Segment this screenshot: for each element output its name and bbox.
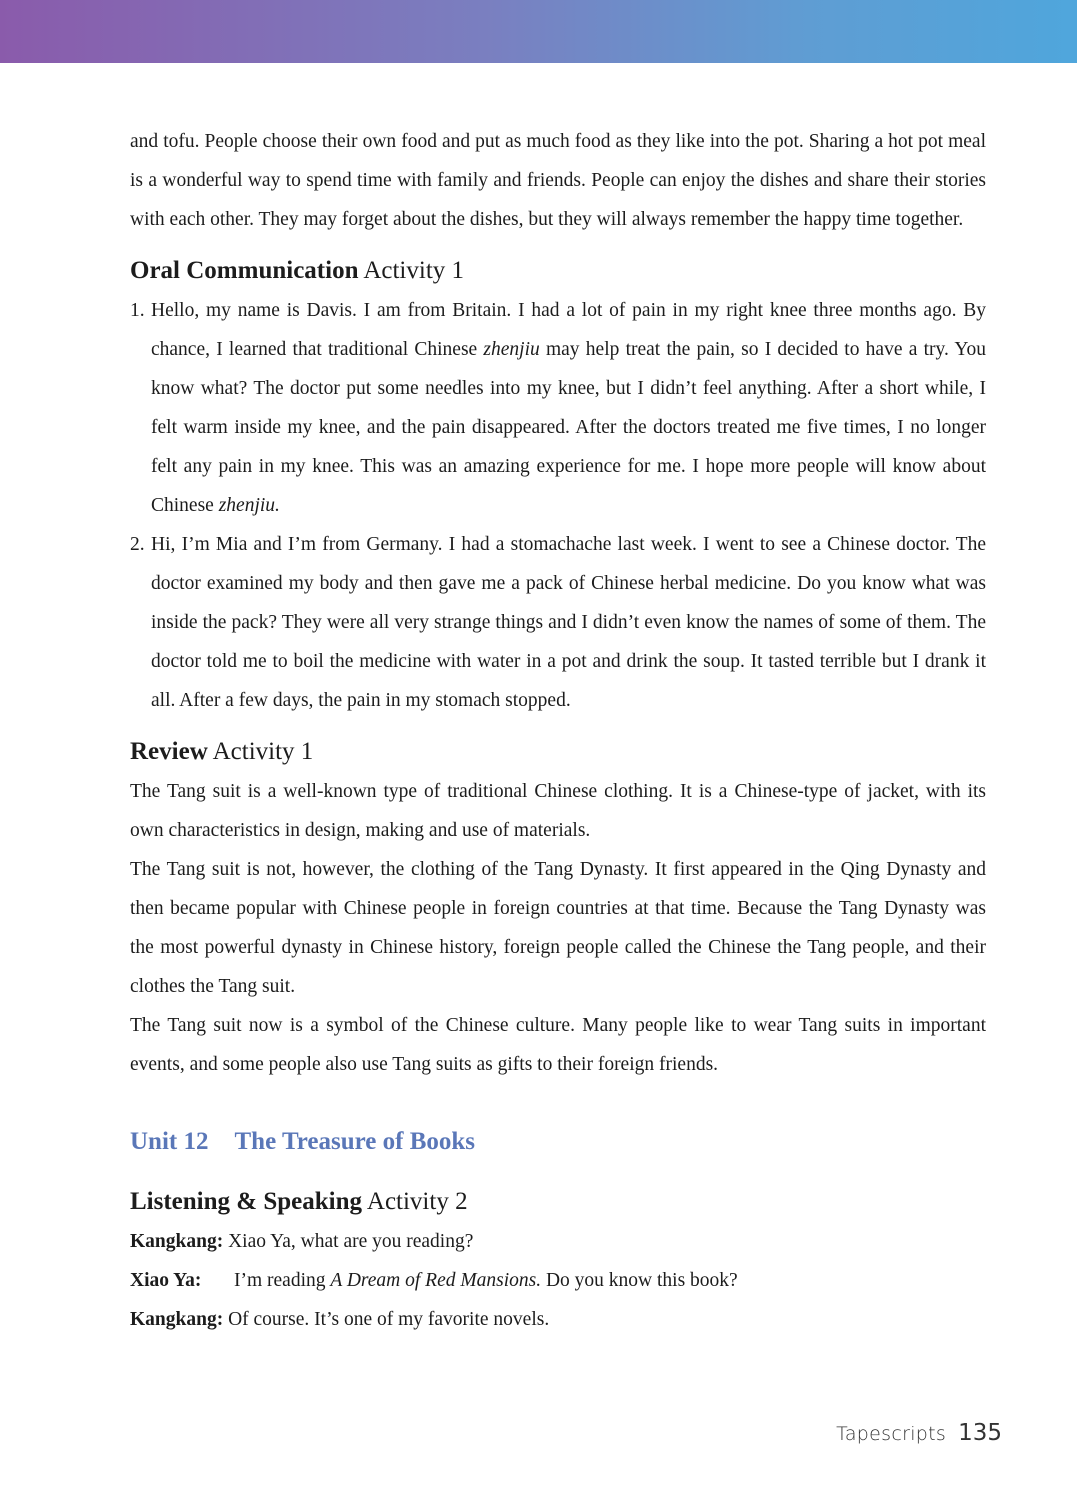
review-heading <box>130 734 986 770</box>
dialog-text-part: I’m reading <box>234 1270 331 1291</box>
dialog-text-part: Do you know this book? <box>541 1270 738 1291</box>
heading-activity: Activity 2 <box>362 1188 468 1215</box>
dialog-line-1 <box>130 1222 986 1261</box>
item-number: 2. <box>130 534 145 555</box>
page-number: 135 <box>958 1420 1002 1446</box>
item-text: Hi, I’m Mia and I’m from Germany. I had a stomachache last week. I went to see a Chinese doctor. The doctor examined my body and then gave me a pack of Chinese herbal medicine. Do you know what was inside the pack? They were all very strange things and I didn’t even know the names of some of them. The doctor told me to boil the medicine with water in a pot and drink the soup. It tasted terrible but I drank it all. After a few days, the pain in my stomach stopped. <box>151 534 986 711</box>
speaker-name: Xiao Ya: <box>130 1270 202 1291</box>
intro-paragraph: and tofu. People choose their own food and put as much food as they like into the pot. Sharing a hot pot meal is a wonderful way to spend time with family and friends. People can enjoy the dishes and share their stories with each other. They may forget about the dishes, but they will always remember the happy time together. <box>130 131 986 230</box>
speaker-name: Kangkang: <box>130 1309 224 1330</box>
dialog-text <box>234 1261 738 1300</box>
review-paragraph-1: The Tang suit is a well-known type of traditional Chinese clothing. It is a Chinese-type of jacket, with its own characteristics in design, making and use of materials. <box>130 781 986 841</box>
heading-bold: Review <box>130 738 208 765</box>
book-title: A Dream of Red Mansions. <box>330 1270 542 1291</box>
header-gradient-band <box>0 0 1077 63</box>
page-content <box>130 122 986 1339</box>
page-footer <box>836 1420 1002 1454</box>
oral-item-2 <box>130 525 986 720</box>
item-number: 1. <box>130 300 145 321</box>
item-text-part: may help treat the pain, so I decided to have a try. You know what? The doctor put some needles into my knee, but I didn’t feel anything. After a short while, I felt warm inside my knee, and the pain disappeared. After the doctors treated me five times, I no longer felt any pain in my knee. This was an amazing experience for me. I hope more people will know about Chinese <box>151 339 986 516</box>
review-paragraph-2: The Tang suit is not, however, the clothing of the Tang Dynasty. It first appeared in the Qing Dynasty and then became popular with Chinese people in foreign countries at that time. Because the Tang Dynasty was the most powerful dynasty in Chinese history, foreign people called the Chinese the Tang people, and their clothes the Tang suit. <box>130 859 986 997</box>
footer-section-label: Tapescripts <box>836 1423 947 1445</box>
heading-activity: Activity 1 <box>207 738 314 765</box>
oral-communication-heading <box>130 253 986 289</box>
dialog-line-2 <box>130 1261 986 1300</box>
unit-number: Unit 12 <box>130 1128 209 1155</box>
italic-term: zhenjiu. <box>218 495 280 516</box>
oral-item-1 <box>130 291 986 525</box>
listening-heading <box>130 1184 986 1220</box>
heading-activity: Activity 1 <box>358 257 465 284</box>
item-text <box>151 291 986 525</box>
heading-bold: Oral Communication <box>130 257 359 284</box>
dialog-text: Xiao Ya, what are you reading? <box>223 1231 474 1252</box>
unit-name: The Treasure of Books <box>234 1128 476 1155</box>
speaker-name: Kangkang: <box>130 1231 224 1252</box>
item-text-part: Hello, my name is Davis. I am from Britain. I had a lot of pain in my right knee three months ago. By chance, I learned that traditional Chinese <box>151 300 986 360</box>
dialog-text: Of course. It’s one of my favorite novels. <box>223 1309 550 1330</box>
dialog-line-3 <box>130 1300 986 1339</box>
heading-bold: Listening & Speaking <box>130 1188 363 1215</box>
italic-term: zhenjiu <box>483 339 540 360</box>
review-paragraph-3: The Tang suit now is a symbol of the Chinese culture. Many people like to wear Tang suits in important events, and some people also use Tang suits as gifts to their foreign friends. <box>130 1015 986 1075</box>
unit-title <box>130 1124 986 1160</box>
